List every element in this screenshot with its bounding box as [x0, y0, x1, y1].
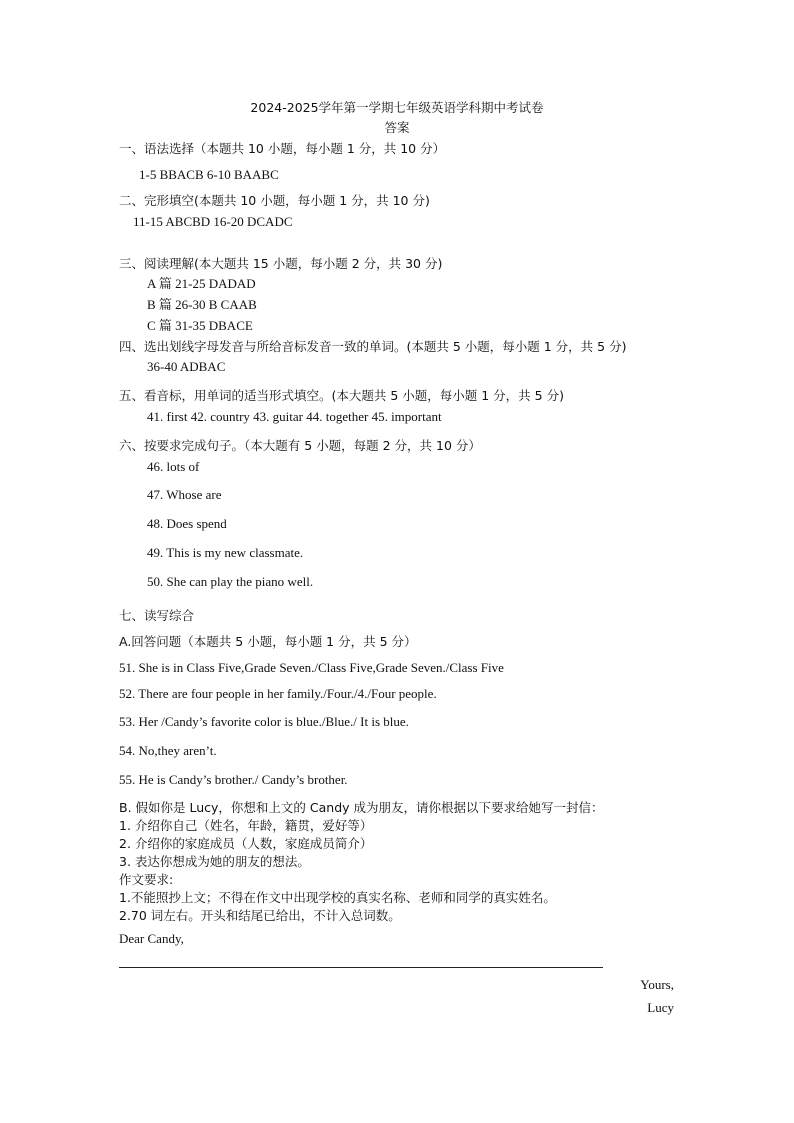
section-5-heading: 五、看音标，用单词的适当形式填空。(本大题共 5 小题，每小题 1 分，共 5 分)	[119, 388, 564, 403]
letter-signature: Lucy	[647, 1000, 674, 1015]
writing-requirements-title: 作文要求:	[119, 872, 174, 887]
section-4-heading: 四、选出划线字母发音与所给音标发音一致的单词。(本题共 5 小题，每小题 1 分，共 5 分)	[119, 339, 627, 354]
page-subtitle: 答案	[384, 120, 410, 135]
section-3-heading: 三、阅读理解(本大题共 15 小题，每小题 2 分，共 30 分)	[119, 256, 443, 271]
page-title: 2024-2025学年第一学期七年级英语学科期中考试卷	[250, 100, 544, 115]
section-7-part-b-prompt: B. 假如你是 Lucy，你想和上文的 Candy 成为朋友，请你根据以下要求给她写一封信：	[119, 800, 604, 815]
section-6-item-47: 47. Whose are	[147, 487, 222, 502]
section-7-answer-55: 55. He is Candy’s brother./ Candy’s brother.	[119, 772, 348, 787]
part-b-requirement-1: 1. 介绍你自己（姓名，年龄，籍贯，爱好等）	[119, 818, 373, 833]
section-7-part-a-heading: A.回答问题（本题共 5 小题，每小题 1 分，共 5 分）	[119, 634, 417, 649]
section-3-passage-c: C 篇 31-35 DBACE	[147, 318, 253, 333]
section-6-item-46: 46. lots of	[147, 459, 200, 474]
part-b-requirement-2: 2. 介绍你的家庭成员（人数，家庭成员简介）	[119, 836, 373, 851]
section-6-item-50: 50. She can play the piano well.	[147, 574, 314, 589]
section-1-heading: 一、语法选择（本题共 10 小题，每小题 1 分，共 10 分）	[119, 141, 446, 156]
section-3-passage-a: A 篇 21-25 DADAD	[147, 276, 256, 291]
section-6-item-49: 49. This is my new classmate.	[147, 545, 304, 560]
part-b-requirement-3: 3. 表达你想成为她的朋友的想法。	[119, 854, 310, 869]
letter-greeting: Dear Candy,	[119, 931, 184, 946]
section-7-answer-52: 52. There are four people in her family./Four./4./Four people.	[119, 686, 437, 701]
letter-closing: Yours,	[640, 977, 674, 992]
section-3-passage-b: B 篇 26-30 B CAAB	[147, 297, 257, 312]
section-6-heading: 六、按要求完成句子。（本大题有 5 小题，每题 2 分，共 10 分）	[119, 438, 481, 453]
section-4-answers: 36-40 ADBAC	[147, 359, 226, 374]
writing-requirement-2: 2.70 词左右。开头和结尾已给出，不计入总词数。	[119, 908, 401, 923]
section-2-answers: 11-15 ABCBD 16-20 DCADC	[133, 214, 293, 229]
section-7-answer-53: 53. Her /Candy’s favorite color is blue./Blue./ It is blue.	[119, 714, 409, 729]
section-5-answers: 41. first 42. country 43. guitar 44. together 45. important	[147, 409, 442, 424]
section-6-item-48: 48. Does spend	[147, 516, 227, 531]
section-1-answers: 1-5 BBACB 6-10 BAABC	[139, 167, 279, 182]
section-7-heading: 七、读写综合	[119, 608, 195, 623]
section-7-answer-51: 51. She is in Class Five,Grade Seven./Class Five,Grade Seven./Class Five	[119, 660, 504, 675]
writing-line	[119, 967, 603, 968]
writing-requirement-1: 1.不能照抄上文；不得在作文中出现学校的真实名称、老师和同学的真实姓名。	[119, 890, 556, 905]
section-2-heading: 二、完形填空(本题共 10 小题，每小题 1 分，共 10 分)	[119, 193, 430, 208]
section-7-answer-54: 54. No,they aren’t.	[119, 743, 217, 758]
